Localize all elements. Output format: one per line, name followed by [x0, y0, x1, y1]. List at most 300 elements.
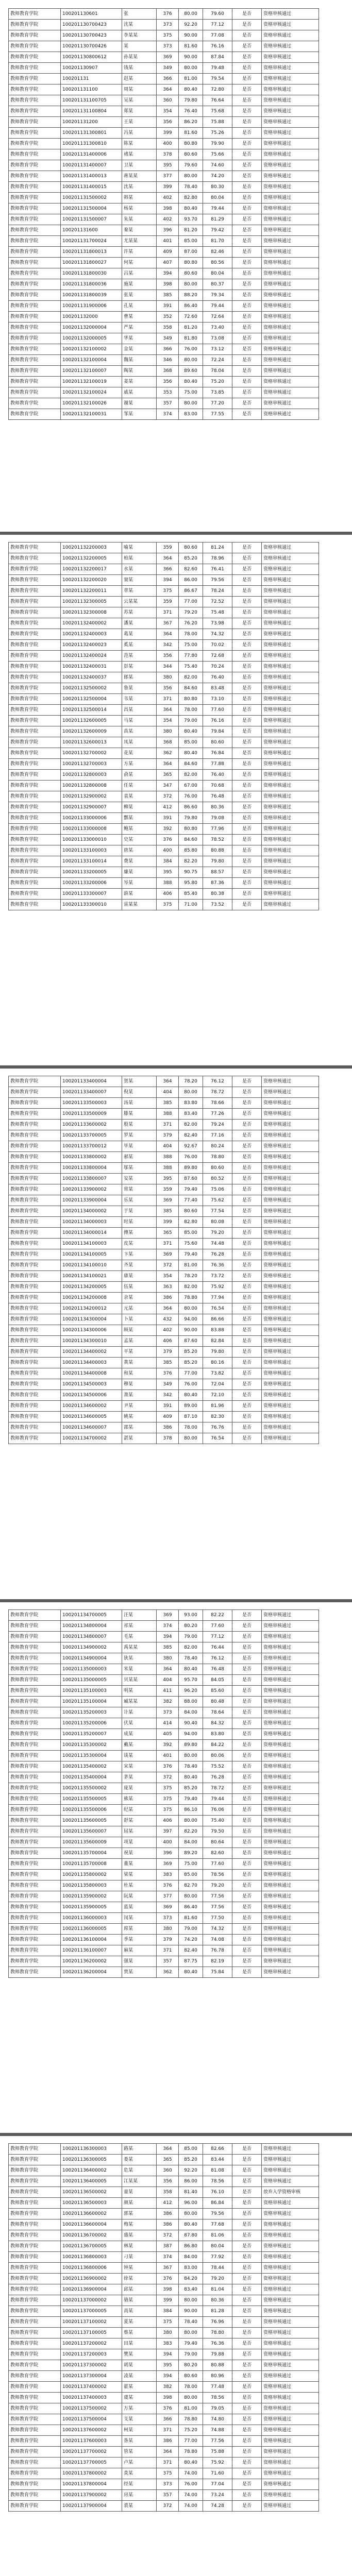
cell-selected: 是否 [232, 2198, 262, 2209]
cell-total: 76.36 [203, 2338, 232, 2349]
table-row [9, 2230, 319, 2241]
table-row [9, 377, 319, 387]
cell-interview: 87.60 [179, 1336, 203, 1347]
table-row [9, 1152, 319, 1163]
cell-selected: 是否 [232, 672, 262, 683]
cell-unit: 教师教育学院 [9, 1664, 61, 1675]
cell-interview: 80.60 [179, 2371, 203, 2382]
cell-name: 沈某 [122, 20, 157, 30]
cell-remark: 资格审核通过 [262, 2219, 319, 2230]
table-row [9, 2436, 319, 2447]
cell-id: 100201133200006 [61, 878, 122, 889]
cell-selected: 是否 [232, 160, 262, 171]
cell-interview: 82.20 [179, 1826, 203, 1837]
cell-unit: 教师教育学院 [9, 182, 61, 193]
cell-unit: 教师教育学院 [9, 1707, 61, 1718]
cell-selected: 是否 [232, 1336, 262, 1347]
cell-unit: 教师教育学院 [9, 662, 61, 672]
cell-total: 76.54 [203, 1433, 232, 1444]
cell-written: 356 [157, 377, 179, 387]
cell-unit: 教师教育学院 [9, 878, 61, 889]
cell-interview: 82.60 [179, 564, 203, 575]
cell-name: 樊某 [122, 2349, 157, 2360]
cell-total: 79.20 [203, 1228, 232, 1239]
table-row [9, 2349, 319, 2360]
cell-remark: 资格审核通过 [262, 1610, 319, 1621]
cell-name: 田某 [122, 2338, 157, 2349]
cell-name: 史某 [122, 835, 157, 845]
cell-selected: 是否 [232, 1686, 262, 1697]
cell-interview: 76.00 [179, 2479, 203, 2490]
cell-selected: 是否 [232, 1325, 262, 1336]
cell-unit: 教师教育学院 [9, 95, 61, 106]
cell-total: 75.68 [203, 106, 232, 117]
table-row [9, 1902, 319, 1913]
table-row [9, 1141, 319, 1152]
cell-written: 397 [157, 1826, 179, 1837]
cell-id: 100201134300004 [61, 1314, 122, 1325]
cell-selected: 是否 [232, 1826, 262, 1837]
cell-interview: 81.60 [179, 41, 203, 52]
cell-remark: 资格审核通过 [262, 160, 319, 171]
cell-remark: 资格审核通过 [262, 63, 319, 74]
cell-remark: 资格审核通过 [262, 2360, 319, 2371]
cell-total: 77.20 [203, 398, 232, 409]
cell-selected: 是否 [232, 1707, 262, 1718]
cell-unit: 教师教育学院 [9, 900, 61, 910]
cell-selected: 是否 [232, 1109, 262, 1120]
cell-written: 368 [157, 366, 179, 377]
cell-selected: 是否 [232, 1610, 262, 1621]
cell-remark: 资格审核通过 [262, 1358, 319, 1368]
cell-written: 400 [157, 845, 179, 856]
table-row [9, 1433, 319, 1444]
cell-name: 鲁某 [122, 683, 157, 694]
cell-total: 79.20 [203, 2274, 232, 2284]
cell-written: 371 [157, 1239, 179, 1249]
table-row [9, 705, 319, 716]
cell-interview: 82.00 [179, 770, 203, 781]
cell-interview: 82.40 [179, 1130, 203, 1141]
cell-name: 穆某 [122, 1379, 157, 1390]
table-row [9, 543, 319, 553]
table-row [9, 2317, 319, 2328]
cell-written: 376 [157, 2274, 179, 2284]
cell-name: 祝某 [122, 1848, 157, 1859]
table-row [9, 1390, 319, 1401]
cell-interview: 92.67 [179, 1141, 203, 1152]
table-row [9, 1913, 319, 1924]
cell-remark: 资格审核通过 [262, 900, 319, 910]
cell-remark: 资格审核通过 [262, 1707, 319, 1718]
cell-remark: 资格审核通过 [262, 74, 319, 84]
cell-written: 394 [157, 2349, 179, 2360]
cell-id: 100201133800004 [61, 1163, 122, 1174]
table-row [9, 2501, 319, 2512]
cell-interview: 78.80 [179, 2447, 203, 2458]
cell-name: 江某某 [122, 2176, 157, 2187]
cell-total: 79.50 [203, 1826, 232, 1837]
cell-total: 73.12 [203, 344, 232, 355]
cell-name: 许某 [122, 247, 157, 258]
cell-id: 100201134100021 [61, 1271, 122, 1282]
cell-remark: 资格审核通过 [262, 1945, 319, 1956]
cell-remark: 资格审核通过 [262, 355, 319, 366]
cell-unit: 教师教育学院 [9, 1675, 61, 1686]
table-row [9, 2274, 319, 2284]
cell-written: 372 [157, 2501, 179, 2512]
cell-selected: 是否 [232, 2479, 262, 2490]
cell-unit: 教师教育学院 [9, 759, 61, 770]
cell-selected: 是否 [232, 856, 262, 867]
cell-written: 376 [157, 1761, 179, 1772]
cell-unit: 教师教育学院 [9, 1249, 61, 1260]
cell-unit: 教师教育学院 [9, 2252, 61, 2263]
cell-name: 某 [122, 41, 157, 52]
cell-interview: 76.40 [179, 106, 203, 117]
cell-name: 郑某 [122, 106, 157, 117]
cell-interview: 80.00 [179, 1751, 203, 1761]
cell-id: 100201132000004 [61, 323, 122, 333]
cell-unit: 教师教育学院 [9, 553, 61, 564]
cell-selected: 是否 [232, 2176, 262, 2187]
cell-remark: 资格审核通过 [262, 2490, 319, 2501]
cell-remark: 资格审核通过 [262, 1686, 319, 1697]
cell-selected: 是否 [232, 1293, 262, 1303]
cell-name: 蒋某某 [122, 171, 157, 182]
cell-selected: 是否 [232, 629, 262, 640]
cell-selected: 是否 [232, 553, 262, 564]
cell-interview: 83.40 [179, 2284, 203, 2295]
cell-selected: 是否 [232, 607, 262, 618]
cell-selected: 是否 [232, 20, 262, 30]
cell-written: 382 [157, 2382, 179, 2393]
cell-remark: 资格审核通过 [262, 1325, 319, 1336]
cell-written: 369 [157, 1859, 179, 1870]
cell-unit: 教师教育学院 [9, 2501, 61, 2512]
cell-id: 100201133900002 [61, 1184, 122, 1195]
cell-unit: 教师教育学院 [9, 1152, 61, 1163]
cell-id: 100201134300006 [61, 1325, 122, 1336]
cell-remark: 资格审核通过 [262, 2468, 319, 2479]
cell-selected: 是否 [232, 1303, 262, 1314]
cell-total: 75.52 [203, 1761, 232, 1772]
cell-selected: 是否 [232, 651, 262, 662]
cell-name: 汪某 [122, 1610, 157, 1621]
cell-id: 100201136300003 [61, 2144, 122, 2155]
cell-written: 411 [157, 1686, 179, 1697]
cell-id: 100201135300002 [61, 1740, 122, 1751]
cell-name: 俞某 [122, 770, 157, 781]
cell-written: 385 [157, 1098, 179, 1109]
cell-remark: 资格审核通过 [262, 1664, 319, 1675]
cell-remark: 资格审核通过 [262, 171, 319, 182]
table-row [9, 2328, 319, 2338]
cell-remark: 资格审核通过 [262, 290, 319, 301]
cell-name: 舒某 [122, 1816, 157, 1826]
cell-total: 80.24 [203, 1141, 232, 1152]
cell-selected: 是否 [232, 1870, 262, 1880]
cell-total: 76.12 [203, 1076, 232, 1087]
cell-total: 73.52 [203, 900, 232, 910]
cell-interview: 79.40 [179, 1249, 203, 1260]
cell-selected: 是否 [232, 63, 262, 74]
cell-selected: 是否 [232, 1076, 262, 1087]
admission-table [8, 2143, 319, 2512]
cell-interview: 77.00 [179, 1368, 203, 1379]
cell-remark: 资格审核通过 [262, 1195, 319, 1206]
cell-unit: 教师教育学院 [9, 1967, 61, 1978]
table-row [9, 1217, 319, 1228]
cell-interview: 82.80 [179, 193, 203, 204]
cell-id: 100201131400015 [61, 182, 122, 193]
cell-written: 359 [157, 543, 179, 553]
cell-remark: 资格审核通过 [262, 2479, 319, 2490]
table-row [9, 640, 319, 651]
cell-total: 78.44 [203, 2263, 232, 2274]
cell-total: 75.06 [203, 1184, 232, 1195]
cell-remark: 资格审核通过 [262, 1805, 319, 1816]
cell-name: 凤某 [122, 737, 157, 748]
cell-written: 372 [157, 1772, 179, 1783]
cell-name: 虞某 [122, 2393, 157, 2403]
cell-remark: 资格审核通过 [262, 781, 319, 791]
cell-unit: 教师教育学院 [9, 1412, 61, 1422]
cell-written: 358 [157, 323, 179, 333]
table-row [9, 1228, 319, 1239]
cell-name: 曹某 [122, 312, 157, 323]
cell-selected: 是否 [232, 1740, 262, 1751]
cell-id: 100201133000008 [61, 824, 122, 835]
cell-name: 邵某 [122, 1422, 157, 1433]
cell-unit: 教师教育学院 [9, 171, 61, 182]
cell-total: 78.96 [203, 553, 232, 564]
cell-id: 100201134600005 [61, 1412, 122, 1422]
cell-selected: 是否 [232, 301, 262, 312]
cell-id: 100201130907 [61, 63, 122, 74]
cell-interview: 81.20 [179, 323, 203, 333]
cell-selected: 是否 [232, 1120, 262, 1130]
cell-remark: 资格审核通过 [262, 117, 319, 128]
cell-name: 梅某 [122, 2219, 157, 2230]
cell-unit: 教师教育学院 [9, 1956, 61, 1967]
table-row [9, 2490, 319, 2501]
cell-total: 73.40 [203, 323, 232, 333]
table-row [9, 586, 319, 597]
cell-remark: 资格审核通过 [262, 20, 319, 30]
cell-interview: 86.20 [179, 117, 203, 128]
cell-remark: 资格审核通过 [262, 1163, 319, 1174]
cell-id: 100201131900006 [61, 301, 122, 312]
cell-selected: 是否 [232, 214, 262, 225]
table-row [9, 2241, 319, 2252]
cell-unit: 教师教育学院 [9, 640, 61, 651]
cell-written: 398 [157, 204, 179, 214]
table-row [9, 759, 319, 770]
cell-id: 100201134900002 [61, 1642, 122, 1653]
cell-remark: 资格审核通过 [262, 236, 319, 247]
cell-id: 100201136900002 [61, 2274, 122, 2284]
cell-id: 100201137700005 [61, 2458, 122, 2468]
table-row [9, 344, 319, 355]
cell-selected: 是否 [232, 247, 262, 258]
cell-id: 100201135700008 [61, 1859, 122, 1870]
cell-unit: 教师教育学院 [9, 2295, 61, 2306]
cell-selected: 是否 [232, 1675, 262, 1686]
cell-interview: 90.00 [179, 52, 203, 63]
cell-written: 385 [157, 1642, 179, 1653]
table-row [9, 214, 319, 225]
cell-total: 84.22 [203, 1740, 232, 1751]
cell-name: 席某 [122, 1924, 157, 1935]
cell-id: 100201132400003 [61, 629, 122, 640]
cell-interview: 93.00 [179, 1610, 203, 1621]
cell-id: 100201134100003 [61, 1239, 122, 1249]
cell-unit: 教师教育学院 [9, 1913, 61, 1924]
cell-selected: 是否 [232, 2144, 262, 2155]
cell-name: 戴某 [122, 1740, 157, 1751]
cell-id: 100201136200002 [61, 1956, 122, 1967]
cell-interview: 76.20 [179, 618, 203, 629]
cell-written: 378 [157, 1433, 179, 1444]
cell-written: 409 [157, 247, 179, 258]
table-row [9, 1707, 319, 1718]
cell-remark: 资格审核通过 [262, 1379, 319, 1390]
document-page-5 [0, 2139, 352, 2576]
table-row [9, 63, 319, 74]
cell-selected: 是否 [232, 333, 262, 344]
cell-id: 100201134800004 [61, 1621, 122, 1632]
cell-interview: 80.60 [179, 543, 203, 553]
cell-interview: 80.80 [179, 139, 203, 149]
cell-selected: 是否 [232, 1087, 262, 1098]
table-row [9, 1664, 319, 1675]
cell-selected: 是否 [232, 1772, 262, 1783]
cell-total: 80.38 [203, 889, 232, 900]
table-row [9, 2198, 319, 2209]
cell-interview: 74.20 [179, 1935, 203, 1945]
cell-id: 100201137300004 [61, 2371, 122, 2382]
cell-id: 100201132700003 [61, 759, 122, 770]
cell-total: 74.32 [203, 629, 232, 640]
cell-remark: 资格审核通过 [262, 1859, 319, 1870]
cell-name: 廉某 [122, 867, 157, 878]
table-row [9, 1740, 319, 1751]
cell-unit: 教师教育学院 [9, 813, 61, 824]
cell-total: 73.24 [203, 2490, 232, 2501]
table-row [9, 84, 319, 95]
cell-total: 77.50 [203, 1913, 232, 1924]
cell-name: 邬某 [122, 1163, 157, 1174]
cell-total: 83.88 [203, 1325, 232, 1336]
cell-written: 392 [157, 824, 179, 835]
cell-name: 袁某 [122, 791, 157, 802]
table-row [9, 2382, 319, 2393]
cell-remark: 资格审核通过 [262, 139, 319, 149]
cell-written: 376 [157, 2403, 179, 2414]
table-row [9, 1653, 319, 1664]
cell-unit: 教师教育学院 [9, 1891, 61, 1902]
cell-total: 79.88 [203, 2349, 232, 2360]
cell-id: 100201137200002 [61, 2338, 122, 2349]
cell-unit: 教师教育学院 [9, 2360, 61, 2371]
cell-written: 375 [157, 1783, 179, 1794]
table-row [9, 1412, 319, 1422]
cell-unit: 教师教育学院 [9, 1632, 61, 1642]
cell-interview: 83.00 [179, 409, 203, 420]
table-row [9, 2468, 319, 2479]
cell-interview: 80.00 [179, 1433, 203, 1444]
table-row [9, 1401, 319, 1412]
table-row [9, 607, 319, 618]
cell-id: 100201133400007 [61, 1087, 122, 1098]
cell-unit: 教师教育学院 [9, 1859, 61, 1870]
table-row [9, 618, 319, 629]
table-row [9, 802, 319, 813]
table-row [9, 2252, 319, 2263]
cell-total: 82.22 [203, 1610, 232, 1621]
cell-interview: 78.40 [179, 182, 203, 193]
cell-selected: 是否 [232, 279, 262, 290]
cell-unit: 教师教育学院 [9, 398, 61, 409]
cell-written: 386 [157, 1422, 179, 1433]
table-row [9, 737, 319, 748]
cell-id: 100201134600007 [61, 1422, 122, 1433]
cell-name: 华某 [122, 333, 157, 344]
cell-remark: 资格审核通过 [262, 1152, 319, 1163]
table-row [9, 1891, 319, 1902]
cell-unit: 教师教育学院 [9, 2219, 61, 2230]
cell-name: 娄某 [122, 2155, 157, 2165]
cell-total: 72.80 [203, 84, 232, 95]
cell-remark: 资格审核通过 [262, 1751, 319, 1761]
cell-selected: 是否 [232, 387, 262, 398]
cell-name: 姜某 [122, 377, 157, 387]
cell-id: 100201131800039 [61, 290, 122, 301]
cell-interview: 76.00 [179, 1379, 203, 1390]
cell-selected: 是否 [232, 1729, 262, 1740]
table-row [9, 2144, 319, 2155]
cell-written: 375 [157, 30, 179, 41]
table-row [9, 1761, 319, 1772]
cell-name: 孔某 [122, 301, 157, 312]
cell-interview: 77.00 [179, 2436, 203, 2447]
cell-unit: 教师教育学院 [9, 683, 61, 694]
cell-name: 唐某 [122, 845, 157, 856]
table-row [9, 1163, 319, 1174]
table-row [9, 1249, 319, 1260]
cell-name: 管某 [122, 2447, 157, 2458]
cell-selected: 是否 [232, 258, 262, 268]
cell-written: 398 [157, 279, 179, 290]
cell-total: 77.56 [203, 1891, 232, 1902]
table-row [9, 171, 319, 182]
cell-written: 364 [157, 759, 179, 770]
cell-name: 闵某 [122, 1913, 157, 1924]
cell-unit: 教师教育学院 [9, 1293, 61, 1303]
cell-name: 臧某某 [122, 1697, 157, 1707]
cell-total: 75.26 [203, 128, 232, 139]
cell-interview: 87.10 [179, 1412, 203, 1422]
cell-name: 彭某 [122, 662, 157, 672]
cell-unit: 教师教育学院 [9, 651, 61, 662]
cell-remark: 资格审核通过 [262, 323, 319, 333]
table-row [9, 387, 319, 398]
table-row [9, 867, 319, 878]
cell-remark: 资格审核通过 [262, 845, 319, 856]
cell-total: 75.40 [203, 1816, 232, 1826]
cell-remark: 资格审核通过 [262, 1837, 319, 1848]
